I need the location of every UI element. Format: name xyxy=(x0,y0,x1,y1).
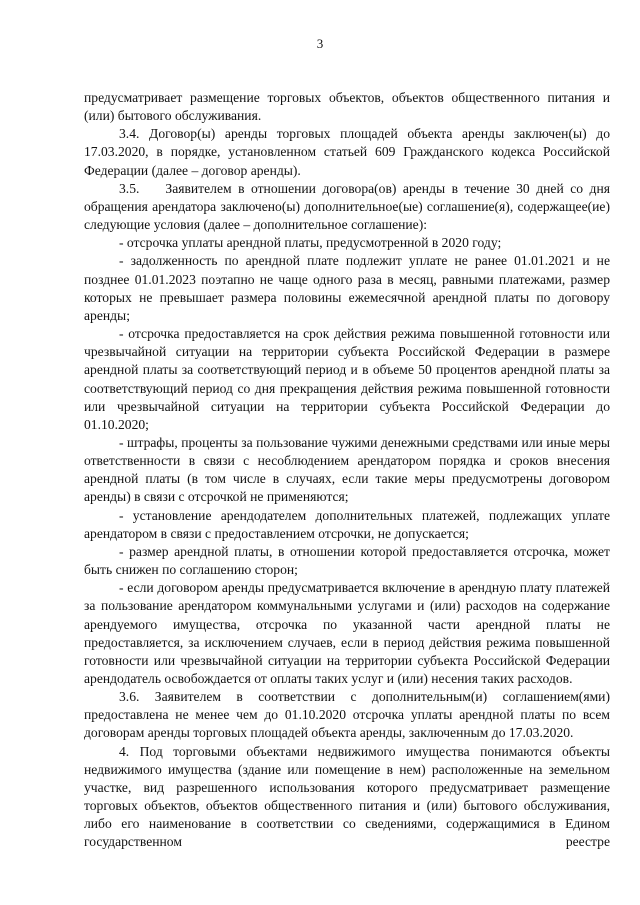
paragraph: - отсрочка уплаты арендной платы, предусмотренной в 2020 году; xyxy=(119,235,502,251)
paragraph: - отсрочка предоставляется на срок действия режима повышенной готовности или чрезвычайной ситуации на территории субъекта Российской Федерации в размере арендной платы за соответствующий период и в объеме 50 процентов арендной платы за соответствующий период со дня прекращения действия режима повышенной готовности или чрезвычайной ситуации на территории субъекта Российской Федерации до 01.10.2020; xyxy=(84,326,610,432)
paragraph: предусматривает размещение торговых объектов, объектов общественного питания и (или) бытового обслуживания. xyxy=(84,90,610,124)
paragraph: 4. Под торговыми объектами недвижимого имущества понимаются объекты недвижимого имущества (здание или помещение в нем) расположенные на земельном участке, вид разрешенного использования которого предусматривает размещение торговых объектов, объектов общественного питания и (или) бытового обслуживания, либо его наименование в соответствии со сведениями, содержащимися в Едином государственном реестре xyxy=(84,743,610,850)
paragraph: 3.5. Заявителем в отношении договора(ов) аренды в течение 30 дней со дня обращения арендатора заключено(ы) дополнительное(ые) соглашение(я), содержащее(ие) следующие условия (далее – дополнительное соглашение): xyxy=(84,180,610,233)
paragraph: - размер арендной платы, в отношении которой предоставляется отсрочка, может быть снижен по соглашению сторон; xyxy=(84,543,610,578)
document-body xyxy=(84,89,610,852)
paragraph: - штрафы, проценты за пользование чужими денежными средствами или иные меры ответственности в связи с несоблюдением арендатором порядка и сроков внесения арендной платы (в том числе в случаях, если такие меры предусмотрены договором аренды) в связи с отсрочкой не применяются; xyxy=(84,434,610,505)
paragraph: - установление арендодателем дополнительных платежей, подлежащих уплате арендатором в связи с предоставлением отсрочки, не допускается; xyxy=(84,507,610,541)
paragraph: 3.6. Заявителем в соответствии с дополнительным(и) соглашением(ями) предоставлена не менее чем до 01.10.2020 отсрочка уплаты арендной платы по всем договорам аренды торговых площадей объекта аренды, заключенным до 17.03.2020. xyxy=(84,689,610,741)
page-number: 3 xyxy=(316,36,324,51)
paragraph: 3.4. Договор(ы) аренды торговых площадей объекта аренды заключен(ы) до 17.03.2020, в порядке, установленном статьей 609 Гражданского кодекса Российской Федерации (далее – договор аренды). xyxy=(84,126,610,178)
paragraph: - если договором аренды предусматривается включение в арендную плату платежей за пользование арендатором коммунальными услугами и (или) расходов на содержание арендуемого имущества, отсрочка по указанной части арендной платы не предоставляется, за исключением случаев, если в период действия режима повышенной готовности или чрезвычайной ситуации на территории субъекта Российской Федерации арендодатель освобождается от оплаты таких услуг и (или) несения таких расходов. xyxy=(84,580,610,686)
paragraph: - задолженность по арендной плате подлежит уплате не ранее 01.01.2021 и не позднее 01.01.2023 поэтапно не чаще одного раза в месяц, равными платежами, размер которых не превышает размера половины ежемесячной арендной платы по договору аренды; xyxy=(84,253,610,323)
